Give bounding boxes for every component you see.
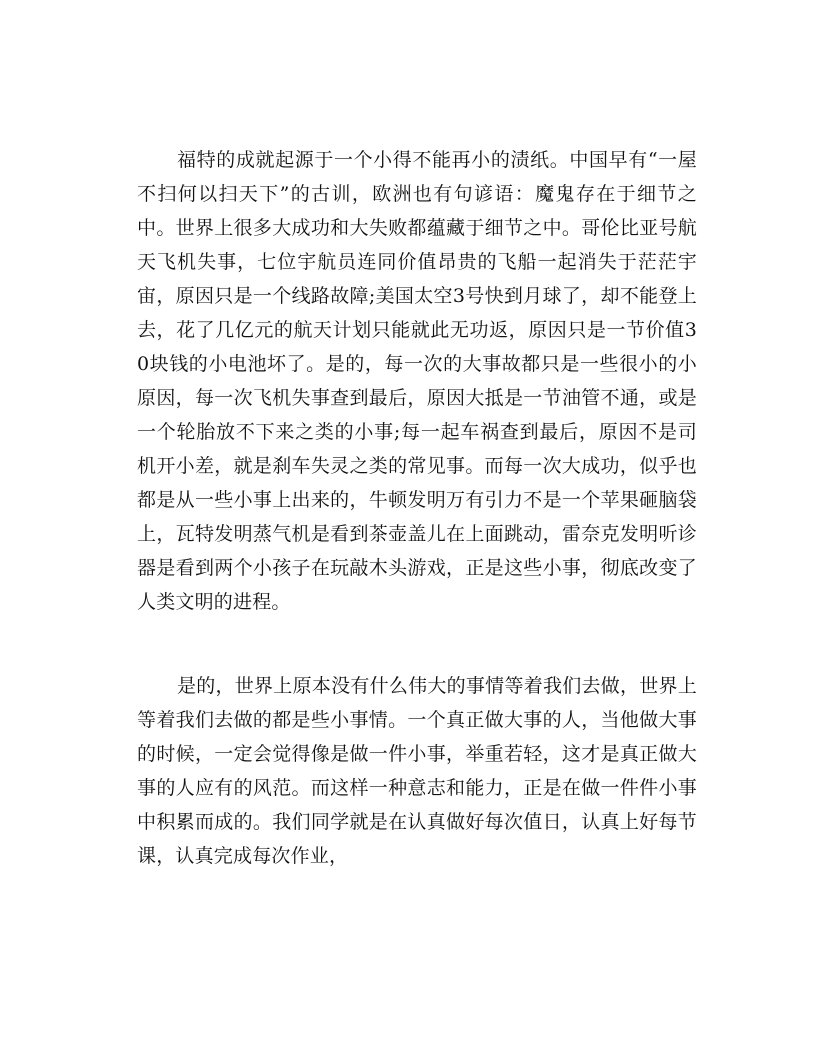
document-body xyxy=(137,143,697,873)
paragraph-2: 是的，世界上原本没有什么伟大的事情等着我们去做，世界上等着我们去做的都是些小事情。一个真正做大事的人，当他做大事的时候，一定会觉得像是做一件小事，举重若轻，这才是真正做大事的人应有的风范。而这样一种意志和能力，正是在做一件件小事中积累而成的。我们同学就是在认真做好每次值日，认真上好每节课，认真完成每次作业， xyxy=(137,675,697,867)
paragraph-1: 福特的成就起源于一个小得不能再小的渍纸。中国早有“一屋不扫何以扫天下”的古训，欧洲也有句谚语：魔鬼存在于细节之中。世界上很多大成功和大失败都蕴藏于细节之中。哥伦比亚号航天飞机失事，七位宇航员连同价值昂贵的飞船一起消失于茫茫宇宙，原因只是一个线路故障;美国太空3号快到月球了，却不能登上去，花了几亿元的航天计划只能就此无功返，原因只是一节价值30块钱的小电池坏了。是的，每一次的大事故都只是一些很小的小原因，每一次飞机失事查到最后，原因大抵是一节油管不通，或是一个轮胎放不下来之类的小事;每一起车祸查到最后，原因不是司机开小差，就是刹车失灵之类的常见事。而每一次大成功，似乎也都是从一些小事上出来的，牛顿发明万有引力不是一个苹果砸脑袋上，瓦特发明蒸气机是看到茶壶盖儿在上面跳动，雷奈克发明听诊器是看到两个小孩子在玩敲木头游戏，正是这些小事，彻底改变了人类文明的进程。 xyxy=(137,149,697,613)
